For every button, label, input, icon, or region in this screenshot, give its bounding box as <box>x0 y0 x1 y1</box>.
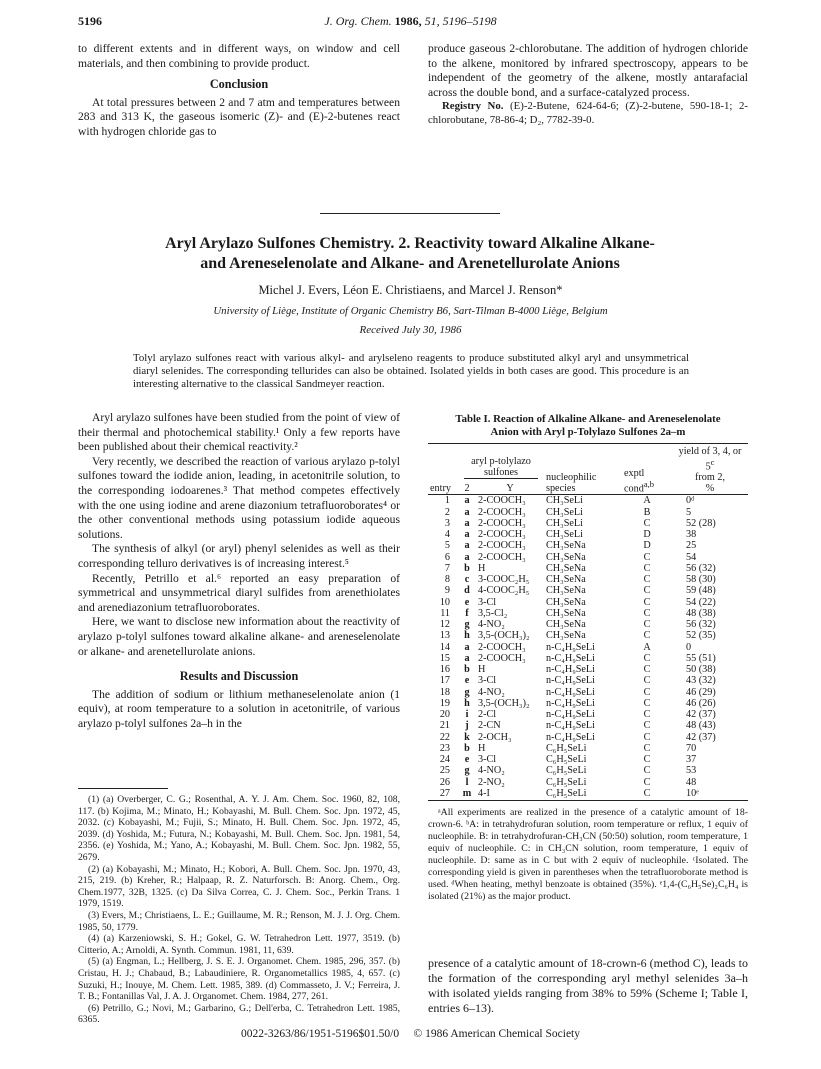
registry-label: Registry No. <box>442 100 504 113</box>
table-row <box>428 788 748 799</box>
cell-nucleophile: n-C₄H₉SeLi <box>546 652 595 664</box>
table-top-rule <box>428 443 748 444</box>
cell-condition: C <box>643 686 651 698</box>
cell-y: 2-COOCH₃ <box>478 517 526 529</box>
cell-compound: a <box>464 529 470 541</box>
cell-y: H <box>478 562 486 574</box>
cell-yield: 70 <box>686 742 697 754</box>
intro-paragraph-1: Aryl arylazo sulfones have been studied from the point of view of their thermal and photochemical stability.¹ Only a few reports have been published about their chemical reactivity.² <box>78 411 400 454</box>
cell-condition: A <box>643 641 651 653</box>
intro-paragraph-4: Recently, Petrillo et al.⁶ reported an easy preparation of symmetrical and unsymmetrical diaryl sulfides from arenethiolates and arenediazonium tetrafluoroborates. <box>78 571 400 614</box>
cell-yield: 54 (22) <box>686 596 716 608</box>
table-row <box>428 642 748 653</box>
header-yield-sup: c <box>710 457 715 467</box>
table-row <box>428 608 748 619</box>
cell-y: 2-CN <box>478 720 501 732</box>
cell-nucleophile: C₆H₅SeLi <box>546 742 587 754</box>
cell-y: 2-COOCH₃ <box>478 551 526 563</box>
cell-yield: 0ᵈ <box>686 495 695 507</box>
cell-entry: 14 <box>439 641 450 653</box>
cell-entry: 8 <box>444 574 450 586</box>
cell-y: 4-NO₂ <box>478 765 505 777</box>
table-row <box>428 619 748 630</box>
cell-yield: 52 (35) <box>686 630 716 642</box>
cell-y: 3,5-(OCH₃)₂ <box>478 697 530 709</box>
cell-nucleophile: n-C₄H₉SeLi <box>546 697 595 709</box>
footer-code: 0022-3263/86/1951-5196$01.50/0 <box>240 1028 400 1040</box>
cell-yield: 56 (32) <box>686 562 716 574</box>
table-row <box>428 687 748 698</box>
cell-condition: C <box>643 709 651 721</box>
cell-yield: 54 <box>686 551 697 563</box>
table-row <box>428 720 748 731</box>
cell-condition: C <box>643 562 651 574</box>
header-yield-from: from 2, <box>695 472 725 484</box>
table-row <box>428 732 748 743</box>
table-row <box>428 507 748 518</box>
cell-entry: 13 <box>439 630 450 642</box>
cell-entry: 17 <box>439 675 450 687</box>
cell-entry: 26 <box>439 776 450 788</box>
header-group-label: aryl p-tolylazo sulfones <box>458 446 544 479</box>
cell-compound: j <box>465 720 469 732</box>
cell-condition: C <box>643 652 651 664</box>
cell-condition: C <box>643 596 651 608</box>
cell-y: 3-Cl <box>478 754 497 766</box>
cell-yield: 55 (51) <box>686 652 716 664</box>
table-row <box>428 563 748 574</box>
article-affiliation: University of Liège, Institute of Organic Chemistry B6, Sart-Tilman B-4000 Liège, Belgium <box>213 305 608 317</box>
cell-yield: 0 <box>686 641 692 653</box>
references <box>78 794 400 1026</box>
table-row <box>428 675 748 686</box>
cell-yield: 38 <box>686 529 697 541</box>
conclusion-text: At total pressures between 2 and 7 atm and temperatures between 283 and 313 K, the gaseous isomeric (Z)- and (E)-2-butenes react with hydrogen chloride gas to <box>78 95 400 138</box>
cell-y: 2-COOCH₃ <box>478 652 526 664</box>
table-row <box>428 653 748 664</box>
cell-y: 3,5-Cl₂ <box>478 607 508 619</box>
cell-y: 4-COOC₂H₅ <box>478 585 530 597</box>
cell-entry: 23 <box>439 742 450 754</box>
cell-entry: 4 <box>444 529 450 541</box>
cell-yield: 50 (38) <box>686 664 716 676</box>
cell-entry: 19 <box>439 697 450 709</box>
intro-paragraph-5: Here, we want to disclose new information about the reactivity of arylazo p-tolyl sulfones toward alkaline alkane- and areneselenolate or alkane- and arenetellurolate anions. <box>78 615 400 658</box>
prev-article-right-text: produce gaseous 2-chlorobutane. The addition of hydrogen chloride to the alkene, monitored by infrared spectroscopy, appears to be independent of the geometry of the alkene, mostly antarafacial across the double bond, and a surface-catalyzed process. <box>428 42 748 99</box>
article-separator <box>320 213 500 214</box>
cell-yield: 42 (37) <box>686 731 716 743</box>
cell-yield: 48 (43) <box>686 720 716 732</box>
cell-entry: 16 <box>439 664 450 676</box>
cell-condition: C <box>643 551 651 563</box>
prev-article-right <box>428 42 748 128</box>
cell-y: 4-NO₂ <box>478 686 505 698</box>
article-authors: Michel J. Evers, Léon E. Christiaens, and Marcel J. Renson* <box>258 283 563 297</box>
journal-citation <box>0 14 821 29</box>
cell-nucleophile: C₆H₅SeLi <box>546 765 587 777</box>
intro-paragraph-2: Very recently, we described the reaction of various arylazo p-tolyl sulfones toward the iodide anion, leading, in acetonitrile solution, to the corresponding iodoarenes.³ That method competes effectively with the one using iodine and arene diazonium tetrafluoroborates⁴ or the other conventional methods using potassium iodide aqueous solutions. <box>78 454 400 541</box>
cell-condition: C <box>643 742 651 754</box>
cell-condition: B <box>643 506 651 518</box>
cell-compound: a <box>464 641 470 653</box>
table-row <box>428 597 748 608</box>
header-entry: entry <box>430 483 451 495</box>
table-row <box>428 765 748 776</box>
reference-item: (5) (a) Engman, L.; Hellberg, J. S. E. J. Organomet. Chem. 1985, 296, 357. (b) Cristau, H. J.; Chabaud, B.; Labaudiniere, R. Organometallics 1985, 4, 657. (c) Suzuki, H.; Inouye, M. Chem. Lett. 1985, 389. (d) Commasseto, J. V.; Ferreira, J. T. B.; Fontanillas Val, J. A. J. Organomet. Chem. 1984, 277, 261. <box>78 956 400 1003</box>
cell-y: 3-COOC₂H₅ <box>478 574 530 586</box>
table-footnote-text: ᵃAll experiments are realized in the presence of a catalytic amount of 18-crown-6. ᵇA: in tetrahydrofuran solution, room temperature or reflux, 1 equiv of nucleophile. B: in tetrahydrofuran-CH₃CN (50:50) solution, room temperature, 1 equiv of nucleophile. C: in CH₃CN solution, room temperature, 1 equiv of nucleophile. D: same as in C but with 2 equiv of nucleophile. ᶜIsolated. The corresponding yield is given in parentheses when the tetrafluoroborate method is used. ᵈWhen heating, methyl benzoate is obtained (35%). ᵉ1,4-(C₆H₅Se)₂C₆H₄ is isolated (21%) as the major product. <box>428 807 748 903</box>
cell-compound: m <box>462 787 472 799</box>
results-paragraph-1: The addition of sodium or lithium methaneselenolate anion (1 equiv), at room temperature to a solution in acetonitrile, of various arylazo p-tolyl sulfones 2a–h in the <box>78 687 400 730</box>
cell-entry: 10 <box>439 596 450 608</box>
cell-entry: 25 <box>439 765 450 777</box>
cell-nucleophile: CH₃SeNa <box>546 551 586 563</box>
cell-condition: C <box>643 776 651 788</box>
cell-y: 3,5-(OCH₃)₂ <box>478 630 530 642</box>
cell-nucleophile: C₆H₅SeLi <box>546 754 587 766</box>
reference-item: (2) (a) Kobayashi, M.; Minato, H.; Kobori, A. Bull. Chem. Soc. Jpn. 1970, 43, 215, 219. (b) Kreher, R.; Halpaap, R. Z. Naturforsch. B: Anorg. Chem., Org. Chem.1977, 32B, 1325. (c) Da Silva Correa, C. J. Chem. Soc., Perkin Trans. 1 1979, 1519. <box>78 863 400 910</box>
cell-entry: 20 <box>439 709 450 721</box>
cell-nucleophile: CH₃SeNa <box>546 596 586 608</box>
header-compound: 2 <box>464 483 470 495</box>
body-right-column <box>428 956 748 1016</box>
table-row <box>428 574 748 585</box>
cell-compound: l <box>465 776 469 788</box>
table-row <box>428 743 748 754</box>
cell-compound: b <box>464 562 470 574</box>
cell-y: 4-NO₂ <box>478 619 505 631</box>
cell-condition: D <box>643 540 651 552</box>
cell-nucleophile: n-C₄H₉SeLi <box>546 664 595 676</box>
cell-nucleophile: CH₃SeNa <box>546 540 586 552</box>
cell-entry: 11 <box>440 607 450 619</box>
article-title-line1: Aryl Arylazo Sulfones Chemistry. 2. Reactivity toward Alkaline Alkane- <box>165 235 655 252</box>
cell-condition: C <box>643 697 651 709</box>
table-row <box>428 698 748 709</box>
cell-nucleophile: CH₃SeNa <box>546 607 586 619</box>
cell-compound: g <box>464 686 470 698</box>
cell-entry: 22 <box>439 731 450 743</box>
cell-yield: 10ᵉ <box>686 787 699 799</box>
cell-compound: d <box>464 585 470 597</box>
table-row <box>428 754 748 765</box>
table-header-row <box>428 446 748 479</box>
cell-entry: 21 <box>439 720 450 732</box>
cell-condition: C <box>643 787 651 799</box>
cell-y: 2-COOCH₃ <box>478 495 526 507</box>
conclusion-heading: Conclusion <box>209 77 269 92</box>
cell-compound: h <box>464 697 470 709</box>
cell-nucleophile: n-C₄H₉SeLi <box>546 686 595 698</box>
cell-nucleophile: CH₃SeLi <box>546 517 583 529</box>
table-row <box>428 585 748 596</box>
cell-entry: 2 <box>444 506 450 518</box>
cell-compound: a <box>464 652 470 664</box>
cell-entry: 18 <box>439 686 450 698</box>
cell-yield: 5 <box>686 506 692 518</box>
table-row <box>428 664 748 675</box>
cell-nucleophile: n-C₄H₉SeLi <box>546 720 595 732</box>
cell-entry: 6 <box>444 551 450 563</box>
table-bottom-rule <box>428 800 748 801</box>
cell-entry: 15 <box>439 652 450 664</box>
cell-compound: a <box>464 551 470 563</box>
reference-item: (6) Petrillo, G.; Novi, M.; Garbarino, G.; Dell'erba, C. Tetrahedron Lett. 1985, 6365. <box>78 1002 400 1026</box>
cell-yield: 48 <box>686 776 697 788</box>
cell-entry: 27 <box>439 787 450 799</box>
prev-article-left <box>78 42 400 140</box>
cell-compound: e <box>464 675 470 687</box>
cell-entry: 7 <box>444 562 450 574</box>
cell-nucleophile: n-C₄H₉SeLi <box>546 641 595 653</box>
cell-yield: 25 <box>686 540 697 552</box>
table-footnotes <box>428 807 748 903</box>
cell-y: 3-Cl <box>478 596 497 608</box>
table-title-line1: Table I. Reaction of Alkaline Alkane- and Areneselenolate <box>455 413 721 425</box>
cell-compound: g <box>464 765 470 777</box>
cell-condition: C <box>643 517 651 529</box>
cell-compound: f <box>465 607 469 619</box>
cell-entry: 5 <box>444 540 450 552</box>
journal-name: J. Org. Chem. <box>324 14 392 28</box>
header-nucleophile: nucleophilic species <box>546 472 597 495</box>
cell-compound: a <box>464 517 470 529</box>
cell-nucleophile: CH₃SeNa <box>546 574 586 586</box>
cell-nucleophile: CH₃SeNa <box>546 562 586 574</box>
cell-compound: g <box>464 619 470 631</box>
cell-condition: C <box>643 607 651 619</box>
cell-compound: k <box>464 731 470 743</box>
header-yield: yield of 3, 4, or 5$^c$ from 2, % <box>678 446 742 495</box>
cell-y: 2-Cl <box>478 709 497 721</box>
cell-yield: 46 (26) <box>686 697 716 709</box>
cell-compound: e <box>464 754 470 766</box>
table-row <box>428 529 748 540</box>
body-left-column <box>78 411 400 731</box>
cell-condition: C <box>643 731 651 743</box>
cell-compound: a <box>464 540 470 552</box>
cell-nucleophile: CH₃SeNa <box>546 585 586 597</box>
cell-condition: D <box>643 529 651 541</box>
cell-nucleophile: CH₃SeNa <box>546 630 586 642</box>
cell-yield: 58 (30) <box>686 574 716 586</box>
cell-condition: C <box>643 765 651 777</box>
body-right-paragraph: presence of a catalytic amount of 18-crown-6 (method C), leads to the formation of the corresponding aryl methyl selenides 3a–h with isolated yields ranging from 38% to 59% (Scheme I; Table I, entries 6–13). <box>428 956 748 1015</box>
cell-entry: 12 <box>439 619 450 631</box>
cell-y: 4-I <box>478 787 490 799</box>
cell-nucleophile: C₆H₅SeLi <box>546 787 587 799</box>
cell-condition: C <box>643 754 651 766</box>
cell-yield: 56 (32) <box>686 619 716 631</box>
cell-yield: 52 (28) <box>686 517 716 529</box>
cell-entry: 3 <box>444 517 450 529</box>
cell-yield: 59 (48) <box>686 585 716 597</box>
cell-nucleophile: CH₃SeLi <box>546 495 583 507</box>
cell-y: H <box>478 742 486 754</box>
journal-pages: 5196–5198 <box>442 14 497 28</box>
prev-article-text: to different extents and in different ways, on window and cell materials, and then combining to provide product. <box>78 42 400 70</box>
cell-nucleophile: n-C₄H₉SeLi <box>546 675 595 687</box>
cell-condition: C <box>643 585 651 597</box>
table-row <box>428 540 748 551</box>
table-row <box>428 709 748 720</box>
table-container <box>428 446 748 903</box>
cell-condition: C <box>643 675 651 687</box>
references-rule <box>78 788 168 789</box>
cell-compound: i <box>465 709 469 721</box>
cell-condition: C <box>643 574 651 586</box>
received-date: Received July 30, 1986 <box>359 324 462 336</box>
cell-yield: 48 (38) <box>686 607 716 619</box>
reference-item: (3) Evers, M.; Christiaens, L. E.; Guillaume, M. R.; Renson, M. J. J. Org. Chem. 1985, 50, 1779. <box>78 909 400 933</box>
journal-year: 1986, <box>394 14 422 28</box>
cell-y: 2-COOCH₃ <box>478 540 526 552</box>
table-row <box>428 495 748 507</box>
header-y: Y <box>506 483 514 495</box>
cell-yield: 53 <box>686 765 697 777</box>
page-number: 5196 <box>78 14 102 28</box>
cell-nucleophile: n-C₄H₉SeLi <box>546 731 595 743</box>
cell-yield: 43 (32) <box>686 675 716 687</box>
cell-nucleophile: CH₃SeNa <box>546 619 586 631</box>
page-footer <box>0 1028 821 1040</box>
cell-compound: h <box>464 630 470 642</box>
reference-item: (1) (a) Overberger, C. G.; Rosenthal, A. Y. J. Am. Chem. Soc. 1960, 82, 108, 117. (b) Kojima, M.; Minato, H.; Kobayashi, M. Bull. Chem. Soc. Jpn. 1972, 45, 2032. (c) Kobayashi, M.; Fujii, S.; Minato, H. Bull. Chem. Soc. Jpn. 1972, 45, 2039. (d) Yoshida, M.; Futura, N.; Kobayashi, M. Bull. Chem. Soc. Jpn. 1981, 54, 2356. (e) Yoshida, M.; Yano, A.; Kobayashi, M. Bull. Chem. Soc. Jpn. 1982, 55, 2679. <box>78 794 400 863</box>
cell-condition: C <box>643 630 651 642</box>
cell-y: 3-Cl <box>478 675 497 687</box>
cell-entry: 9 <box>444 585 450 597</box>
cell-compound: e <box>464 596 470 608</box>
cell-condition: C <box>643 619 651 631</box>
cell-yield: 42 (37) <box>686 709 716 721</box>
cell-nucleophile: CH₃SeLi <box>546 506 583 518</box>
cell-y: 2-COOCH₃ <box>478 641 526 653</box>
cell-compound: a <box>464 495 470 507</box>
cell-compound: c <box>464 574 470 586</box>
cell-nucleophile: n-C₄H₉SeLi <box>546 709 595 721</box>
table-row <box>428 630 748 641</box>
journal-volume: 51, <box>424 14 440 28</box>
article-title-line2: and Areneselenolate and Alkane- and Arenetellurolate Anions <box>200 255 620 272</box>
table-row <box>428 777 748 788</box>
article-title <box>60 234 760 274</box>
table-row <box>428 518 748 529</box>
cell-y: H <box>478 664 486 676</box>
cell-compound: a <box>464 506 470 518</box>
cell-compound: b <box>464 742 470 754</box>
cell-nucleophile: C₆H₅SeLi <box>546 776 587 788</box>
cell-yield: 37 <box>686 754 697 766</box>
registry-numbers <box>428 100 748 127</box>
data-table <box>428 446 748 799</box>
table-row <box>428 552 748 563</box>
cell-condition: A <box>643 495 651 507</box>
table-body <box>428 495 748 799</box>
registry-text: (E)-2-Butene, 624-64-6; (Z)-2-butene, 590-18-1; 2-chlorobutane, 78-86-4; D₂, 7782-39-0. <box>428 100 748 126</box>
abstract: Tolyl arylazo sulfones react with various alkyl- and arylseleno reagents to produce substituted alkyl aryl and unsymmetrical diaryl selenides. The corresponding tellurides can also be obtained. Isolated yields in both cases are good. This procedure is an interesting alternative to the classical Sandmeyer reaction. <box>133 352 689 391</box>
cell-y: 2-COOCH₃ <box>478 529 526 541</box>
header-conditions-sup: a,b <box>643 479 654 489</box>
results-heading: Results and Discussion <box>179 669 299 684</box>
cell-condition: C <box>643 664 651 676</box>
cell-y: 2-OCH₃ <box>478 731 512 743</box>
cell-yield: 46 (29) <box>686 686 716 698</box>
cell-entry: 1 <box>444 495 450 507</box>
cell-condition: C <box>643 720 651 732</box>
cell-y: 2-COOCH₃ <box>478 506 526 518</box>
footer-copyright: © 1986 American Chemical Society <box>413 1028 580 1040</box>
header-pct: % <box>705 483 715 495</box>
header-conditions: exptl cond$^{a,b}$ <box>624 468 654 495</box>
cell-entry: 24 <box>439 754 450 766</box>
intro-paragraph-3: The synthesis of alkyl (or aryl) phenyl selenides as well as their corresponding telluro derivatives is of increasing interest.⁵ <box>78 542 400 570</box>
reference-item: (4) (a) Karzeniowski, S. H.; Gokel, G. W. Tetrahedron Lett. 1977, 3519. (b) Citterio, A.; Arnoldi, A. Synth. Commun. 1981, 11, 639. <box>78 933 400 956</box>
cell-compound: b <box>464 664 470 676</box>
table-title <box>428 413 748 439</box>
cell-y: 2-NO₂ <box>478 776 505 788</box>
cell-nucleophile: CH₃SeLi <box>546 529 583 541</box>
table-title-line2: Anion with Aryl p-Tolylazo Sulfones 2a–m <box>490 426 686 438</box>
